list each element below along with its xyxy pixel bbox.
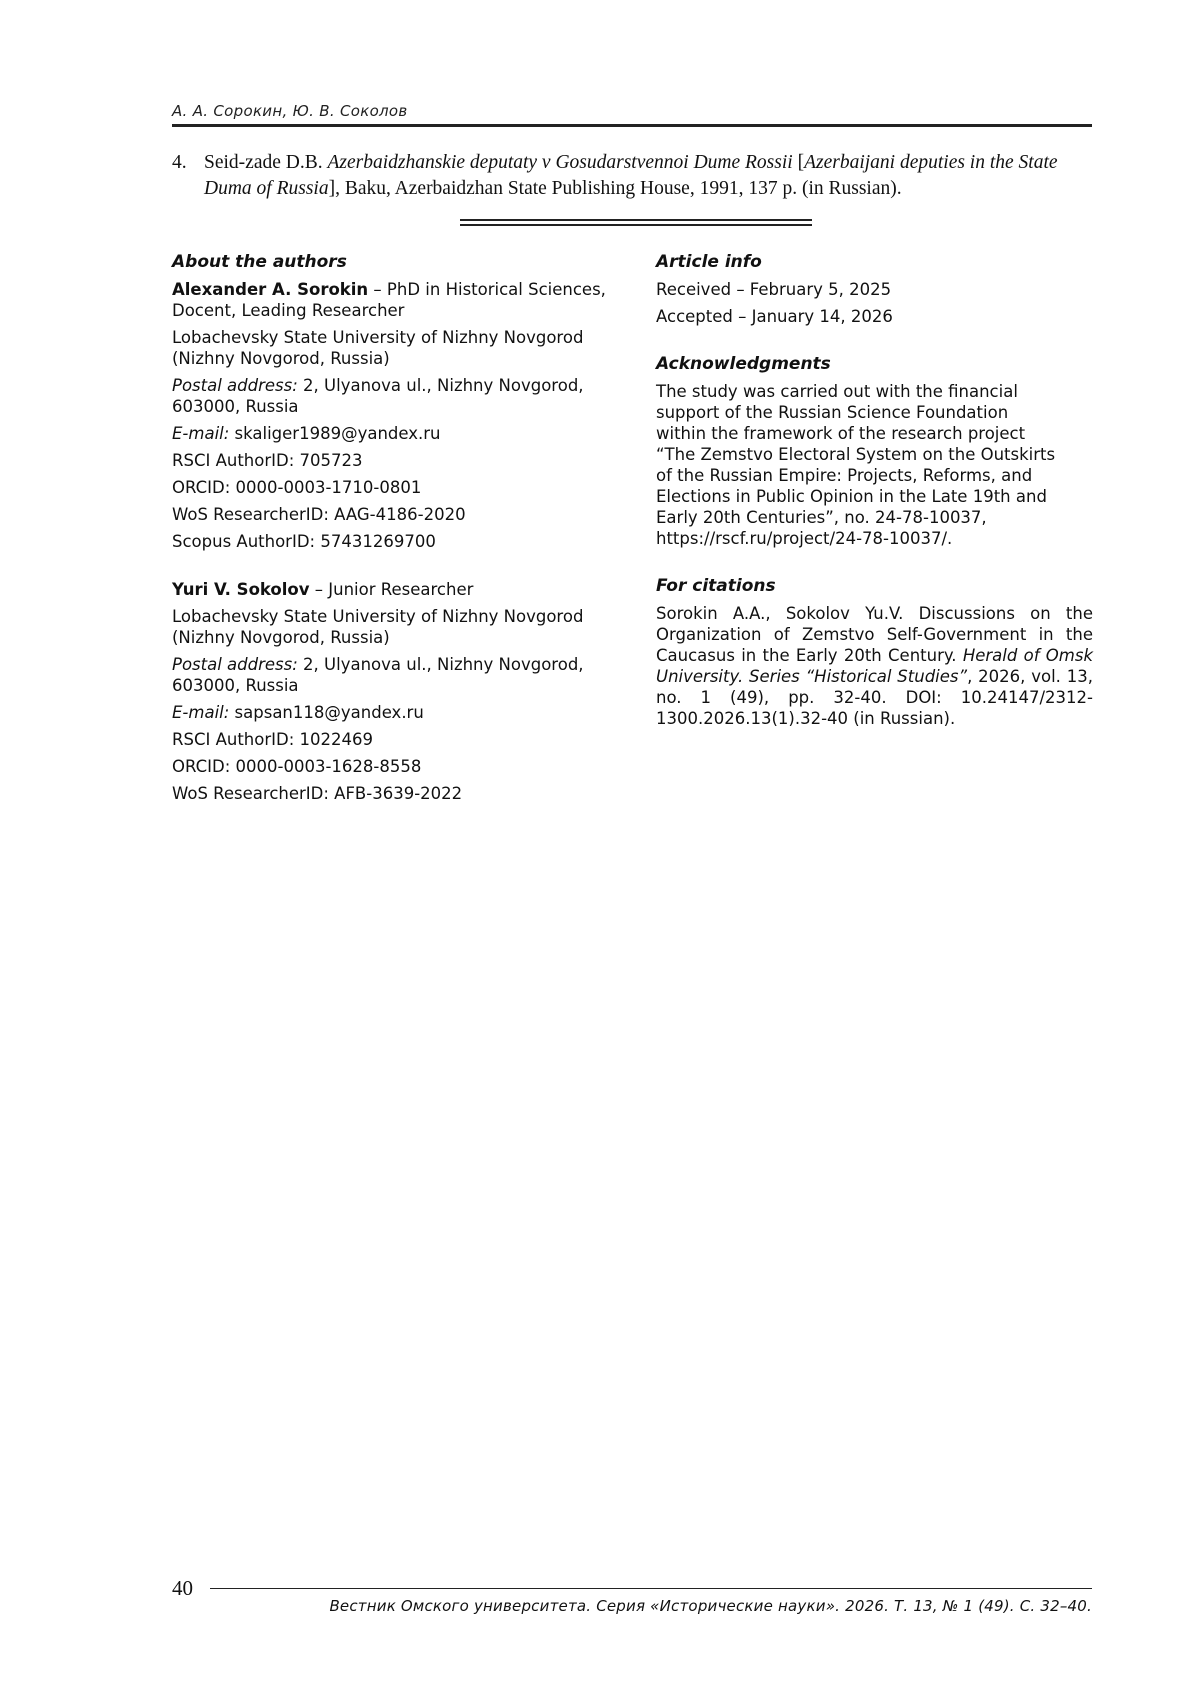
ack-text-6: Elections in Public Opinion in the Late 19th and (656, 487, 1047, 506)
ack-text-1: The study was carried out with the financial (656, 382, 1018, 401)
article-info-title: Article info (656, 252, 762, 272)
separator-rule-top (460, 219, 812, 221)
author2-postal-1: 2, Ulyanova ul., Nizhny Novgorod, (297, 655, 584, 674)
author2-rsci: RSCI AuthorID: 1022469 (172, 730, 373, 749)
footer-rule (210, 1588, 1092, 1589)
author2-email-label: E-mail: (172, 703, 230, 722)
about-authors-title: About the authors (172, 252, 347, 272)
accepted-date: Accepted – January 14, 2026 (656, 307, 893, 326)
author2-postal (172, 654, 612, 696)
author2-affil-2: (Nizhny Novgorod, Russia) (172, 628, 390, 647)
author2-orcid: ORCID: 0000-0003-1628-8558 (172, 757, 422, 776)
author2-wos: WoS ResearcherID: AFB-3639-2022 (172, 784, 463, 803)
author1-affil-2: (Nizhny Novgorod, Russia) (172, 349, 390, 368)
author2-name-role (172, 579, 612, 600)
author1-postal (172, 375, 612, 417)
ack-text-4: “The Zemstvo Electoral System on the Outskirts (656, 445, 1056, 464)
about-authors-column (172, 252, 612, 804)
author1-email-label: E-mail: (172, 424, 230, 443)
reference-author: Seid-zade D.B. (204, 152, 328, 173)
citation-before: Sorokin A.A., Sokolov Yu.V. Discussions on the Organization of Zemstvo Self-Government in the Caucasus in the Early 20th Century. (656, 604, 1093, 665)
author1-role-2: Docent, Leading Researcher (172, 301, 405, 320)
ack-text-7: Early 20th Centuries”, no. 24-78-10037, (656, 508, 987, 527)
author1-orcid: ORCID: 0000-0003-1710-0801 (172, 478, 422, 497)
author1-wos: WoS ResearcherID: AAG-4186-2020 (172, 505, 466, 524)
reference-translation-1: Azerbaijani deputies in the State (804, 152, 1058, 173)
author2-role: – Junior Researcher (309, 580, 474, 599)
reference-number: 4. (172, 152, 187, 173)
header-rule (172, 124, 1092, 127)
ack-text-5: of the Russian Empire: Projects, Reforms, and (656, 466, 1033, 485)
reference-text (204, 150, 1092, 202)
ack-text-8[interactable]: https://rscf.ru/project/24-78-10037/. (656, 529, 953, 548)
reference-item (172, 150, 1092, 202)
reference-title: Azerbaidzhanskie deputaty v Gosudarstvennoi Dume Rossii (327, 152, 793, 173)
reference-bracket: [ (792, 152, 805, 173)
reference-line-2 (204, 176, 1092, 202)
author1-postal-label: Postal address: (172, 376, 298, 395)
author2-postal-2: 603000, Russia (172, 676, 299, 695)
citation-text (656, 603, 1093, 729)
author1-name: Alexander A. Sorokin (172, 280, 369, 299)
author1-affiliation (172, 327, 612, 369)
author1-name-role (172, 279, 612, 321)
author1-postal-2: 603000, Russia (172, 397, 299, 416)
page-number: 40 (172, 1576, 193, 1600)
ack-text-3: within the framework of the research project (656, 424, 1026, 443)
running-head: А. А. Сорокин, Ю. В. Соколов (172, 102, 408, 120)
author2-email-row (172, 702, 612, 723)
citations-title: For citations (656, 576, 776, 596)
acknowledgments-title: Acknowledgments (656, 354, 831, 374)
author1-email[interactable]: skaliger1989@yandex.ru (229, 424, 441, 443)
reference-translation-2: Duma of Russia (204, 178, 329, 199)
author1-scopus: Scopus AuthorID: 57431269700 (172, 532, 436, 551)
citation-journal: Herald of Omsk University. Series “Historical Studies” (656, 646, 1093, 686)
author2-affiliation (172, 606, 612, 648)
ack-text-2: support of the Russian Science Foundation (656, 403, 1009, 422)
author2-postal-label: Postal address: (172, 655, 298, 674)
author1-email-row (172, 423, 612, 444)
article-info-column (656, 252, 1093, 729)
author2-email[interactable]: sapsan118@yandex.ru (229, 703, 424, 722)
acknowledgments-text (656, 381, 1093, 549)
reference-rest: ], Baku, Azerbaidzhan State Publishing House, 1991, 137 p. (in Russian). (328, 178, 902, 199)
author1-role-1: – PhD in Historical Sciences, (368, 280, 606, 299)
author1-rsci: RSCI AuthorID: 705723 (172, 451, 363, 470)
author2-name: Yuri V. Sokolov (172, 580, 310, 599)
author2-affil-1: Lobachevsky State University of Nizhny Novgorod (172, 607, 584, 626)
citation-after: , 2026, vol. 13, no. 1 (49), pp. 32-40. DOI: 10.24147/2312-1300.2026.13(1).32-40 (in Russian). (656, 667, 1093, 728)
footer-journal: Вестник Омского университета. Серия «Исторические науки». 2026. Т. 13, № 1 (49). С. 32–40. (329, 1597, 1092, 1615)
author1-postal-1: 2, Ulyanova ul., Nizhny Novgorod, (297, 376, 584, 395)
author1-affil-1: Lobachevsky State University of Nizhny Novgorod (172, 328, 584, 347)
received-date: Received – February 5, 2025 (656, 280, 892, 299)
separator-rule-bottom (460, 224, 812, 226)
